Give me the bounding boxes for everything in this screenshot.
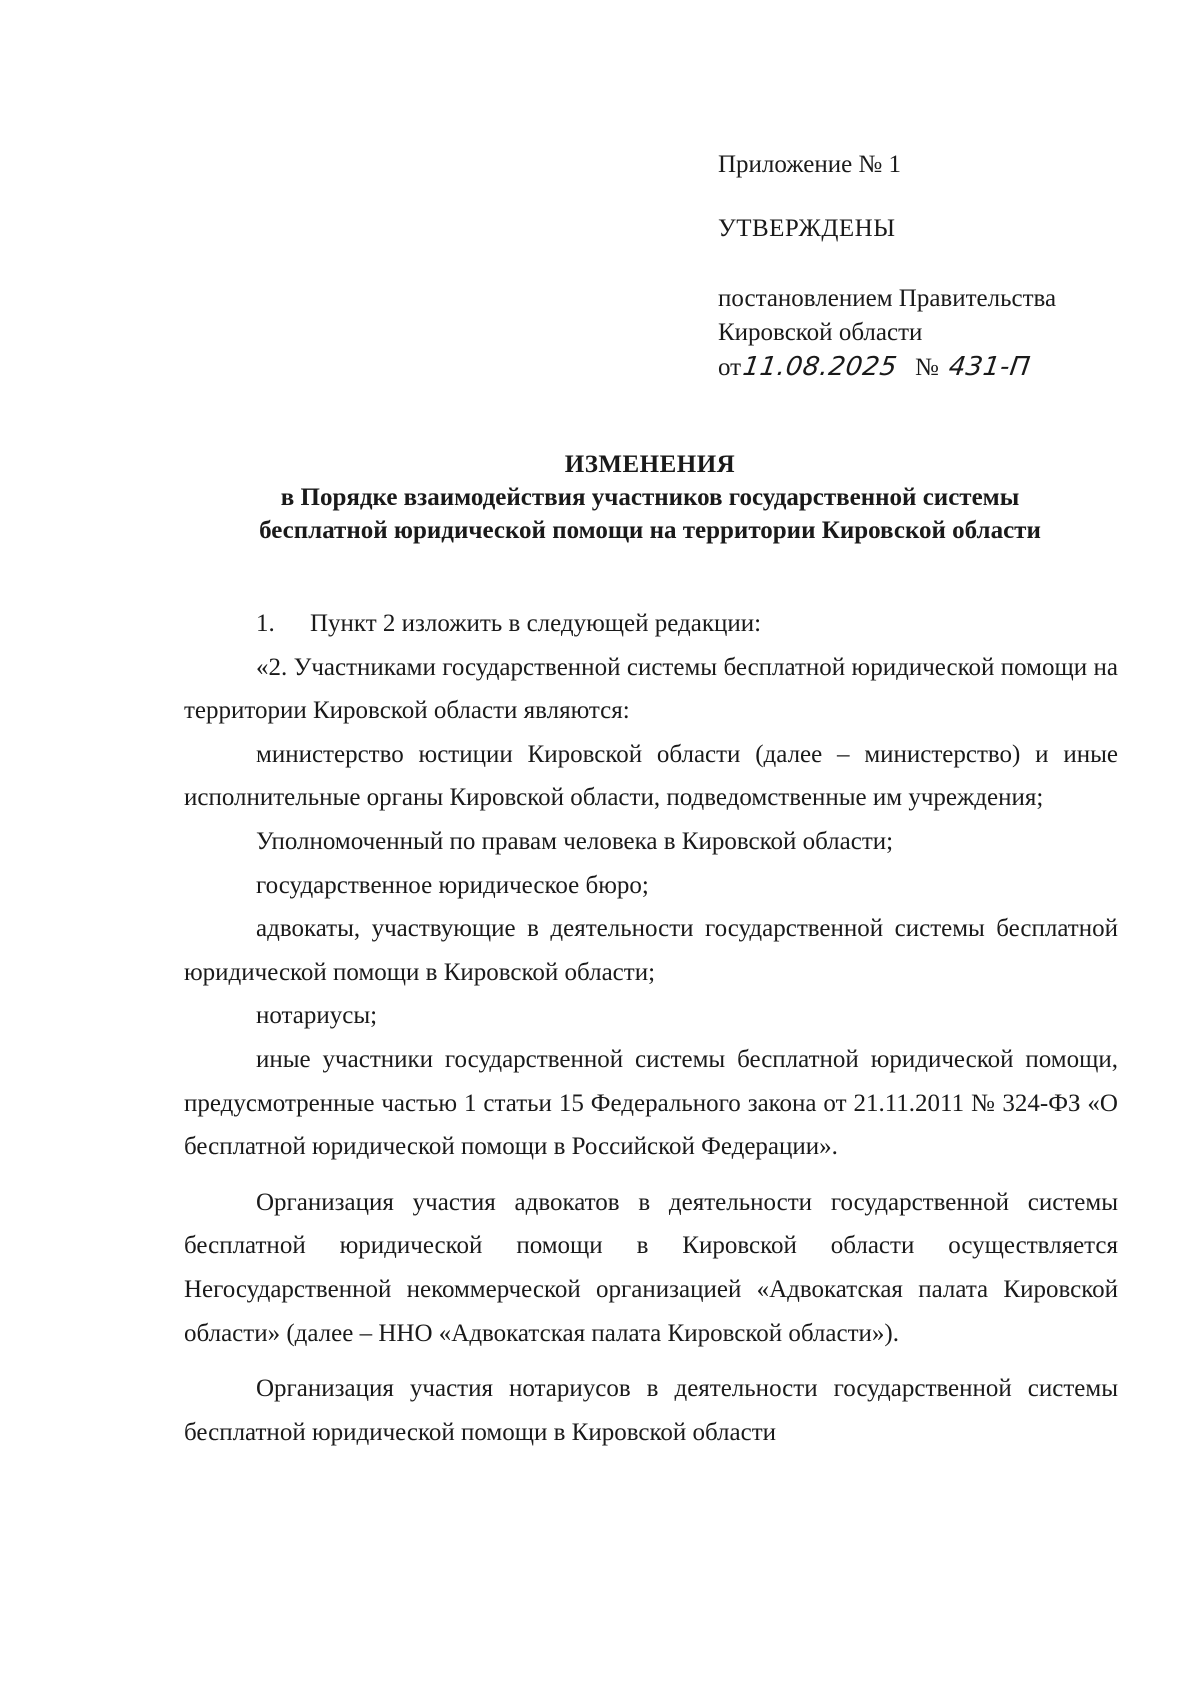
paragraph-lawyers: адвокаты, участвующие в деятельности государственной системы бесплатной юридической помощи в Кировской области; — [184, 915, 1118, 986]
approval-block — [718, 148, 1158, 385]
title-line-1: в Порядке взаимодействия участников государственной системы — [280, 484, 1020, 511]
paragraph-ombudsman: Уполномоченный по правам человека в Кировской области; — [256, 827, 894, 855]
decree-reference — [718, 282, 1158, 385]
handwritten-date: 11.08.2025 — [741, 352, 900, 382]
list-item-number: 1. — [256, 610, 275, 637]
decree-date-line — [718, 350, 1158, 385]
date-prefix: от — [718, 354, 742, 381]
document-title — [170, 448, 1130, 547]
annex-label: Приложение № 1 — [718, 151, 902, 178]
decree-line-2: Кировской области — [718, 319, 923, 346]
paragraph-intro: «2. Участниками государственной системы бесплатной юридической помощи на территории Кировской области являются: — [184, 653, 1118, 725]
handwritten-number: 431-П — [946, 352, 1033, 382]
list-item-1 — [184, 602, 1118, 646]
paragraph-ministry: министерство юстиции Кировской области (далее – министерство) и иные исполнительные органы Кировской области, подведомственные им учреждения; — [184, 740, 1118, 812]
approved-label: УТВЕРЖДЕНЫ — [718, 215, 896, 242]
decree-line-1: постановлением Правительства — [718, 285, 1057, 312]
document-body — [184, 602, 1118, 1454]
title-heading: ИЗМЕНЕНИЯ — [564, 451, 736, 478]
paragraph-org-notaries: Организация участия нотариусов в деятельности государственной системы бесплатной юридической помощи в Кировской области — [184, 1375, 1118, 1446]
number-prefix: № — [914, 354, 939, 381]
paragraph-bureau: государственное юридическое бюро; — [256, 871, 649, 899]
title-line-2: бесплатной юридической помощи на территории Кировской области — [259, 517, 1041, 544]
paragraph-others: иные участники государственной системы бесплатной юридической помощи, предусмотренные частью 1 статьи 15 Федерального закона от 21.11.2011 № 324-ФЗ «О бесплатной юридической помощи в Российской Федерации». — [184, 1045, 1118, 1161]
paragraph-notaries: нотариусы; — [256, 1002, 378, 1030]
list-item-text: Пункт 2 изложить в следующей редакции: — [310, 610, 762, 637]
paragraph-org-lawyers: Организация участия адвокатов в деятельности государственной системы бесплатной юридической помощи в Кировской области осуществляется Негосударственной некоммерческой организацией «Адвокатская палата Кировской области» (далее – ННО «Адвокатская палата Кировской области»). — [184, 1188, 1118, 1347]
